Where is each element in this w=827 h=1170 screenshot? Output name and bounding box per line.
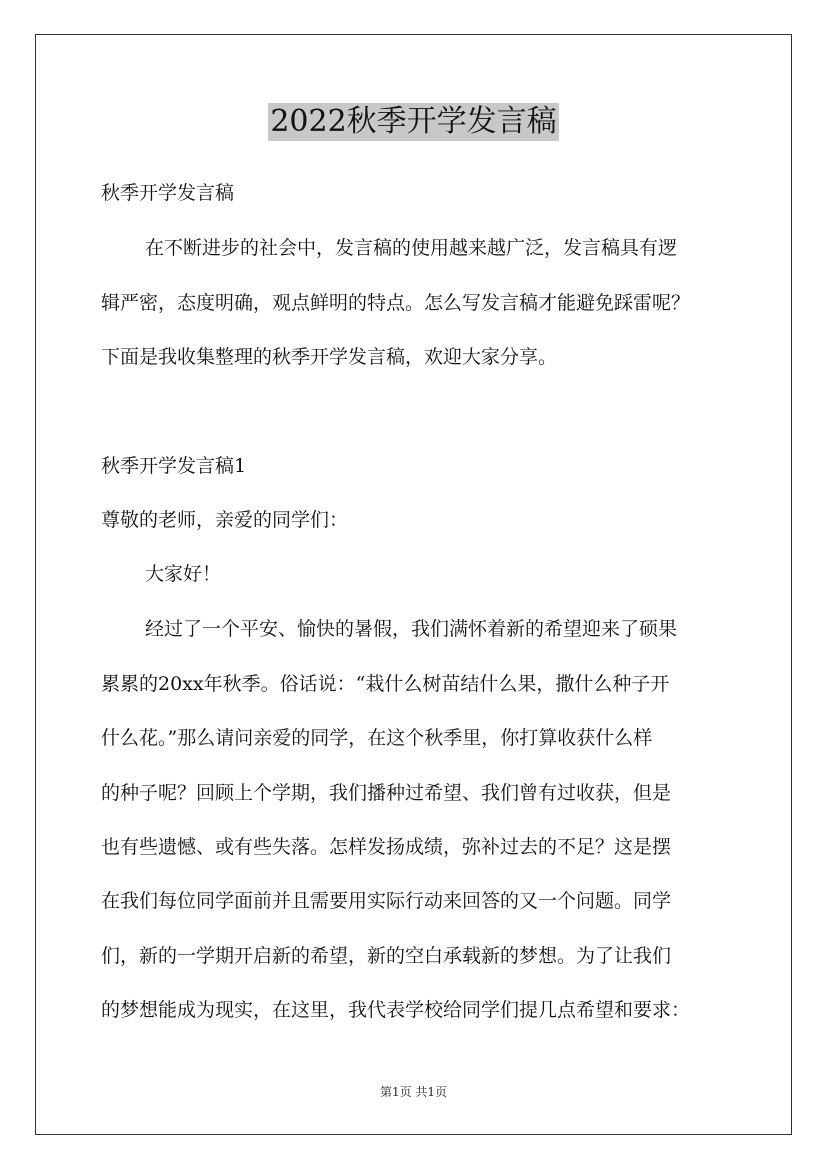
greeting: 大家好！ (145, 563, 222, 585)
title-container (0, 103, 827, 141)
body-line: 经过了一个平安、愉快的暑假，我们满怀着新的希望迎来了硕果 (145, 618, 678, 640)
section-heading: 秋季开学发言稿1 (101, 455, 247, 477)
body-line: 在我们每位同学面前并且需要用实际行动来回答的又一个问题。同学 (101, 890, 672, 912)
body-line: 的种子呢？回顾上个学期，我们播种过希望、我们曾有过收获，但是 (101, 782, 672, 804)
intro-line: 在不断进步的社会中，发言稿的使用越来越广泛，发言稿具有逻 (145, 237, 678, 259)
body-line: 也有些遗憾、或有些失落。怎样发扬成绩，弥补过去的不足？这是摆 (101, 836, 672, 858)
salutation: 尊敬的老师，亲爱的同学们： (101, 509, 349, 531)
body-line: 累累的20xx年秋季。俗话说：“栽什么树苗结什么果，撒什么种子开 (101, 673, 670, 695)
body-line: 什么花。”那么请问亲爱的同学，在这个秋季里，你打算收获什么样 (101, 727, 653, 749)
page-footer: 第1页 共1页 (379, 1085, 448, 1099)
document-title: 2022秋季开学发言稿 (270, 104, 557, 139)
body-line: 的梦想能成为现实，在这里，我代表学校给同学们提几点希望和要求： (101, 999, 691, 1021)
intro-line: 下面是我收集整理的秋季开学发言稿，欢迎大家分享。 (101, 346, 558, 368)
body-line: 们，新的一学期开启新的希望，新的空白承载新的梦想。为了让我们 (101, 945, 672, 967)
intro-line: 辑严密，态度明确，观点鲜明的特点。怎么写发言稿才能避免踩雷呢？ (101, 292, 691, 314)
subtitle: 秋季开学发言稿 (101, 182, 235, 204)
